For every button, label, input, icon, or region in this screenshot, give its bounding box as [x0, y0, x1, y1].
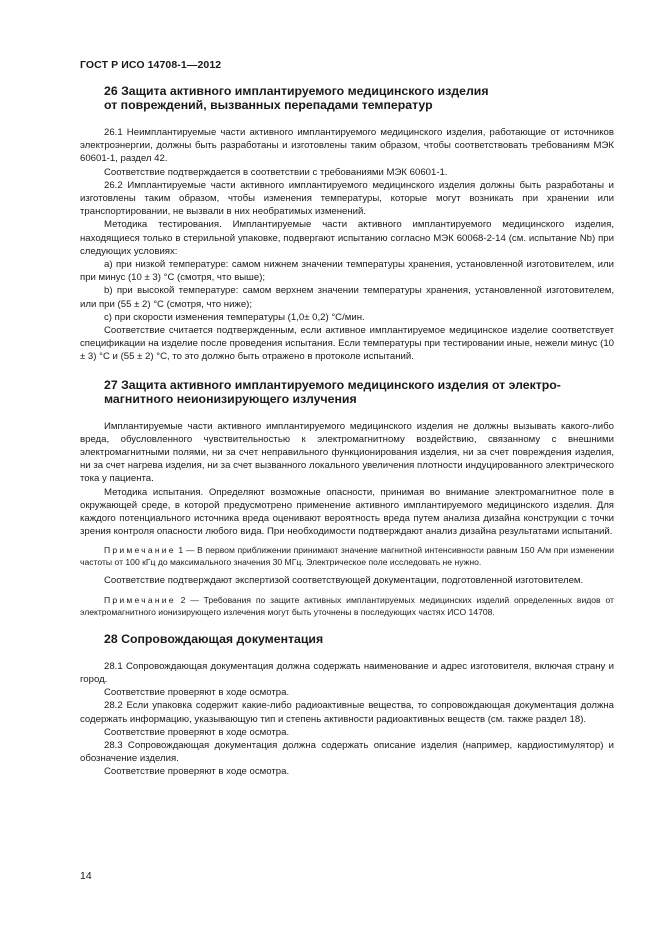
paragraph: Соответствие считается подтвержденным, если активное имплантируемое медицинское изделие соответствует спецификации на изделие после проведения испытания. Если температуры при тестировании иные, нежели минус (10 ± 3) °С и (55 ± 2) °С, то это должно быть отражено в протоколе испытаний.	[80, 325, 614, 363]
section-27-title-line2: магнитного неионизирующего излучения	[104, 391, 357, 406]
paragraph: Соответствие проверяют в ходе осмотра.	[104, 687, 290, 699]
page-content	[80, 84, 614, 779]
paragraph: Соответствие проверяют в ходе осмотра.	[104, 726, 290, 738]
paragraph: 28.3 Сопровождающая документация должна содержать описание изделия (например, кардиостимулятор) и обозначение изделия.	[80, 739, 614, 765]
list-item: с) при скорости изменения температуры (1,0± 0,2) °С/мин.	[104, 311, 365, 323]
section-27-title-line1: 27 Защита активного имплантируемого медицинского изделия от электро-	[104, 377, 561, 392]
paragraph: Соответствие подтверждается в соответствии с требованиями МЭК 60601-1.	[104, 166, 448, 178]
list-item: а) при низкой температуре: самом нижнем значении температуры хранения, установленной изготовителем, или при минус (10 ± 3) °С (смотря, что выше);	[80, 259, 614, 284]
section-27-title	[80, 378, 614, 406]
paragraph: Соответствие подтверждают экспертизой соответствующей документации, подготовленной изготовителем.	[104, 575, 584, 587]
paragraph: Методика тестирования. Имплантируемые части активного имплантируемого медицинского изделия, находящиеся только в стерильной упаковке, подвергают испытанию согласно МЭК 60068-2-14 (см. испытание Nb) при следующих условиях:	[80, 219, 614, 257]
paragraph: Имплантируемые части активного имплантируемого медицинского изделия не должны вызывать какого-либо вреда, обусловленного чувствительностью к электромагнитному воздействию, связанному с внешними электромагнитными полями, ни за счет неправильного функционирования изделия, ни за счет повреждения изделия, ни за счет нагрева изделия, ни за счет вызванного локального увеличения плотности индуцированного электрического тока у пациента.	[80, 420, 614, 485]
page-number: 14	[80, 870, 92, 882]
note-text: 1 — В первом приближении принимают значение магнитной интенсивности равным 150 А/м при изменении частоты от 100 кГц до максимального значения 30 МГц. Электрическое поле исследовать не нужно.	[80, 545, 614, 568]
section-26-title-line2: от повреждений, вызванных перепадами температур	[104, 98, 433, 112]
list-item: b) при высокой температуре: самом верхнем значении температуры хранения, установленной изготовителем, или при (55 ± 2) °С (смотря, что ниже);	[80, 285, 614, 310]
note-2	[80, 594, 614, 618]
paragraph: Методика испытания. Определяют возможные опасности, принимая во внимание электромагнитное поле в окружающей среде, в которой предусмотрено применение активного имплантируемого медицинского изделия. Для каждого потенциального источника вреда оценивают вероятность вреда путем анализа дизайна конструкции с точки зрения контроля опасности любого вида. При необходимости подтверждают анализ дизайна результатами испытаний.	[80, 486, 614, 538]
note-label: Примечание	[104, 545, 176, 556]
note-text: 2 — Требования по защите активных имплантируемых медицинских изделий определенных видов от электромагнитного ионизирующего излечения могут быть уточнены в последующих частях ИСО 14708.	[80, 594, 614, 617]
document-header: ГОСТ Р ИСО 14708-1—2012	[80, 59, 222, 71]
section-26-title-line1: 26 Защита активного имплантируемого медицинского изделия	[104, 84, 489, 98]
section-26-title	[80, 84, 614, 112]
paragraph: Соответствие проверяют в ходе осмотра.	[104, 766, 290, 778]
paragraph: 28.2 Если упаковка содержит какие-либо радиоактивные вещества, то сопровождающая документация должна содержать информацию, указывающую тип и степень активности радиоактивных веществ (см. также раздел 18).	[80, 700, 614, 725]
note-1	[80, 544, 614, 568]
section-28-title: 28 Сопровождающая документация	[104, 631, 324, 646]
paragraph: 26.1 Неимплантируемые части активного имплантируемого медицинского изделия, работающие от источников электроэнергии, должны быть разработаны и изготовлены таким образом, чтобы соответствовать требованиям МЭК 60601-1, раздел 42.	[80, 127, 614, 165]
paragraph: 28.1 Сопровождающая документация должна содержать наименование и адрес изготовителя, включая страну и город.	[80, 660, 614, 685]
paragraph: 26.2 Имплантируемые части активного имплантируемого медицинского изделия должны быть разработаны и изготовлены таким образом, чтобы изменения температуры, которые могут возникать при хранении или транспортировании, не вызвали в них необратимых изменений.	[80, 179, 614, 218]
note-label: Примечание	[104, 594, 176, 605]
